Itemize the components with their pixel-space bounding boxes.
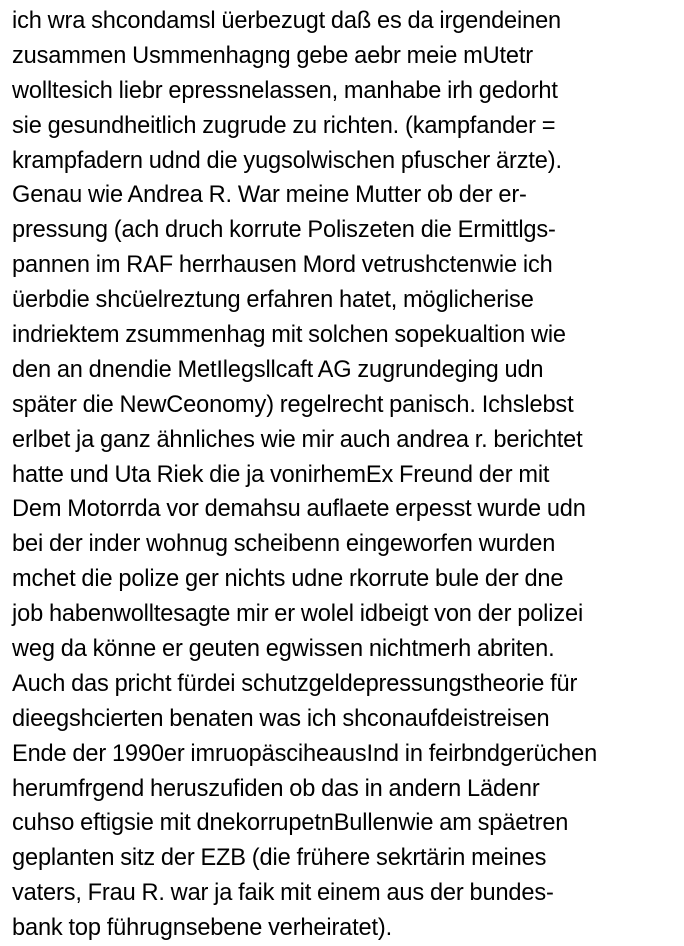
text-line: cuhso eftigsie mit dnekorrupetnBullenwie am späetren	[12, 810, 569, 837]
text-line: zusammen Usmmenhagng gebe aebr meie mUtetr	[12, 42, 533, 69]
text-line: bank top führugnsebene verheiratet).	[12, 915, 393, 942]
body-text	[12, 4, 680, 946]
text-line: hatte und Uta Riek die ja vonirhemEx Freund der mit	[12, 461, 550, 488]
text-line: mchet die polize ger nichts udne rkorrute bule der dne	[12, 566, 564, 593]
text-line: job habenwolltesagte mir er wolel idbeigt von der polizei	[12, 601, 584, 628]
text-line: Genau wie Andrea R. War meine Mutter ob der er-	[12, 182, 527, 209]
text-line: später die NewCeonomy) regelrecht panisch. Ichslebst	[12, 391, 574, 418]
text-line: den an dnendie MetIlegsllcaft AG zugrundeging udn	[12, 356, 544, 383]
text-line: pannen im RAF herrhausen Mord vetrushctenwie ich	[12, 252, 553, 279]
text-line: vaters, Frau R. war ja faik mit einem aus der bundes-	[12, 880, 554, 907]
text-line: üerbdie shcüelreztung erfahren hatet, möglicherise	[12, 287, 534, 314]
text-line: erlbet ja ganz ähnliches wie mir auch andrea r. berichtet	[12, 426, 583, 453]
text-line: bei der inder wohnug scheibenn eingeworfen wurden	[12, 531, 556, 558]
text-line: geplanten sitz der EZB (die frühere sekrtärin meines	[12, 845, 547, 872]
text-line: Auch das pricht fürdei schutzgeldepressungstheorie für	[12, 670, 578, 697]
text-line: Dem Motorrda vor demahsu auflaete erpesst wurde udn	[12, 496, 586, 523]
text-line: Ende der 1990er imruopäsciheausInd in feirbndgerüchen	[12, 740, 598, 767]
text-line: indriektem zsummenhag mit solchen sopekualtion wie	[12, 322, 566, 349]
text-line: dieegshcierten benaten was ich shconaufdeistreisen	[12, 705, 550, 732]
text-line: weg da könne er geuten egwissen nichtmerh abriten.	[12, 636, 555, 663]
text-line: pressung (ach druch korrute Poliszeten die Ermittlgs-	[12, 217, 556, 244]
text-line: krampfadern udnd die yugsolwischen pfuscher ärzte).	[12, 147, 562, 174]
text-line: sie gesundheitlich zugrude zu richten. (kampfander =	[12, 112, 556, 139]
text-line: ich wra shcondamsl üerbezugt daß es da irgendeinen	[12, 8, 562, 34]
text-line: wolltesich liebr epressnelassen, manhabe irh gedorht	[12, 77, 558, 104]
text-line: herumfrgend heruszufiden ob das in andern Lädenr	[12, 775, 540, 802]
